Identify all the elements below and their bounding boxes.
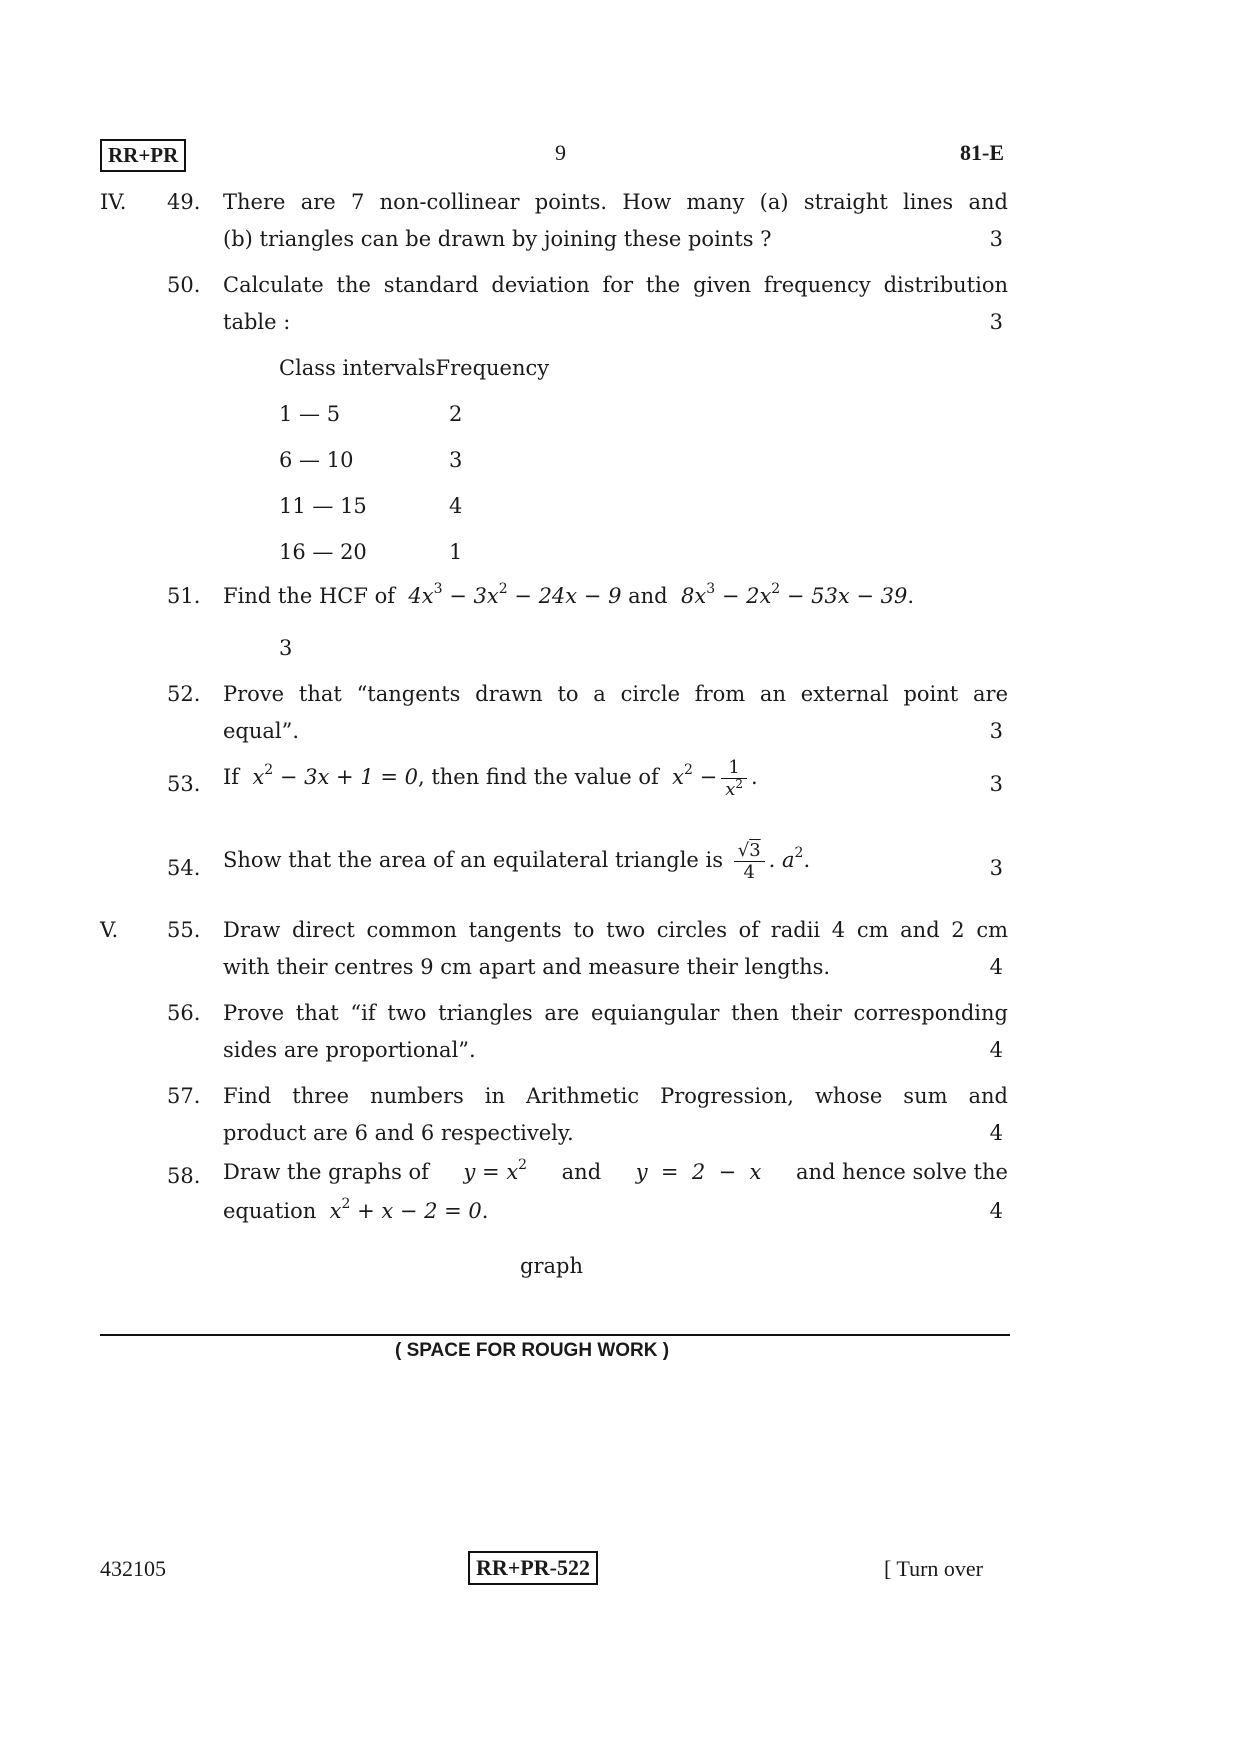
q58-line2: equation $x^2 + x - 2 = 0$. [223, 1196, 489, 1223]
table-row-frequency: 1 [449, 540, 463, 564]
q57-line2: product are 6 and 6 respectively. [223, 1121, 574, 1145]
q56-number: 56. [167, 1001, 201, 1025]
q54-a-squared: . $a^2$ [768, 845, 804, 872]
q54-number: 54. [167, 856, 201, 880]
section-iv-label: IV. [100, 190, 127, 214]
q56-line1: Prove that “if two triangles are equiangular then their corresponding [223, 1001, 1008, 1025]
q57-marks: 4 [989, 1121, 1003, 1145]
q51-marks: 3 [279, 636, 293, 660]
q57-number: 57. [167, 1084, 201, 1108]
q51-prefix: Find the HCF of [223, 584, 396, 608]
q53-marks: 3 [989, 772, 1003, 796]
section-v-label: V. [100, 918, 119, 942]
q50-line1: Calculate the standard deviation for the given frequency distribution [223, 273, 1008, 297]
q54-fraction: $\frac{√3}{4}$ [734, 840, 765, 883]
q54-marks: 3 [989, 856, 1003, 880]
q58-quadratic: $x^2 + x - 2 = 0$ [322, 1196, 482, 1223]
q58-marks: 4 [989, 1199, 1003, 1223]
q58-line-equation: y = 2 − x [635, 1160, 762, 1184]
freq-table-header: Class intervalsFrequency [279, 356, 550, 380]
q50-marks: 3 [989, 310, 1003, 334]
q52-marks: 3 [989, 719, 1003, 743]
q58-curve-equation: $y = x^2$ [463, 1157, 528, 1184]
q53-equation: $x^2 - 3x + 1 = 0$ [245, 762, 418, 789]
q56-line2: sides are proportional”. [223, 1038, 476, 1062]
q51-polynomial-1: $4x^3 - 3x^2 - 24x - 9$ [401, 581, 622, 608]
header-code-box: RR+PR [100, 139, 186, 172]
q56-marks: 4 [989, 1038, 1003, 1062]
q49-line2: (b) triangles can be drawn by joining these points ? [223, 227, 772, 251]
q53-middle: , then find the value of [417, 765, 659, 789]
q52-number: 52. [167, 682, 201, 706]
footer-code-box: RR+PR-522 [468, 1551, 598, 1585]
q53-if: If [223, 765, 240, 789]
table-row-interval: 1 — 5 [279, 402, 341, 426]
q58-hence-solve: and hence solve the [795, 1160, 1008, 1184]
q50-line2: table : [223, 310, 291, 334]
table-row-interval: 6 — 10 [279, 448, 354, 472]
rough-work-heading: ( SPACE FOR ROUGH WORK ) [395, 1340, 670, 1361]
q52-line1: Prove that “tangents drawn to a circle from an external point are [223, 682, 1008, 706]
q53-number: 53. [167, 772, 201, 796]
q51-number: 51. [167, 584, 201, 608]
q51-polynomial-2: $8x^3 - 2x^2 - 53x - 39$ [674, 581, 908, 608]
q55-marks: 4 [989, 955, 1003, 979]
q54-text: Show that the area of an equilateral triangle is $\frac{√3}{4}$ . $a^2$. [223, 840, 811, 883]
table-row-frequency: 3 [449, 448, 463, 472]
turn-over-note: [ Turn over [884, 1556, 984, 1581]
rough-work-divider [100, 1334, 1010, 1336]
table-row-frequency: 2 [449, 402, 463, 426]
q55-line2: with their centres 9 cm apart and measure their lengths. [223, 955, 831, 979]
q55-number: 55. [167, 918, 201, 942]
q58-draw: Draw the graphs of [223, 1160, 429, 1184]
footer-serial: 432105 [100, 1556, 166, 1581]
table-row-frequency: 4 [449, 494, 463, 518]
page-number: 9 [555, 140, 566, 165]
q58-equation-word: equation [223, 1199, 317, 1223]
q53-text: If $x^2 - 3x + 1 = 0$, then find the value of $x^2$ − $\frac{1}{x^2}$ . [223, 757, 758, 800]
q53-expression: $x^2$ − [665, 762, 718, 789]
q58-line1 [223, 1157, 1008, 1184]
q57-line1: Find three numbers in Arithmetic Progression, whose sum and [223, 1084, 1008, 1108]
q49-line1: There are 7 non-collinear points. How many (a) straight lines and [223, 190, 1008, 214]
q58-and: and [561, 1160, 602, 1184]
q51-and: and [628, 584, 668, 608]
graph-label: graph [520, 1254, 583, 1278]
q49-marks: 3 [989, 227, 1003, 251]
q54-statement: Show that the area of an equilateral triangle is [223, 848, 724, 872]
q49-number: 49. [167, 190, 201, 214]
paper-code: 81-E [960, 140, 1004, 165]
q55-line1: Draw direct common tangents to two circles of radii 4 cm and 2 cm [223, 918, 1008, 942]
q51-text: Find the HCF of $4x^3 - 3x^2 - 24x - 9$ and $8x^3 - 2x^2 - 53x - 39$. [223, 581, 915, 608]
q58-number: 58. [167, 1164, 201, 1188]
q53-fraction: $\frac{1}{x^2}$ [721, 757, 747, 800]
table-row-interval: 11 — 15 [279, 494, 367, 518]
table-row-interval: 16 — 20 [279, 540, 367, 564]
q50-number: 50. [167, 273, 201, 297]
q52-line2: equal”. [223, 719, 300, 743]
